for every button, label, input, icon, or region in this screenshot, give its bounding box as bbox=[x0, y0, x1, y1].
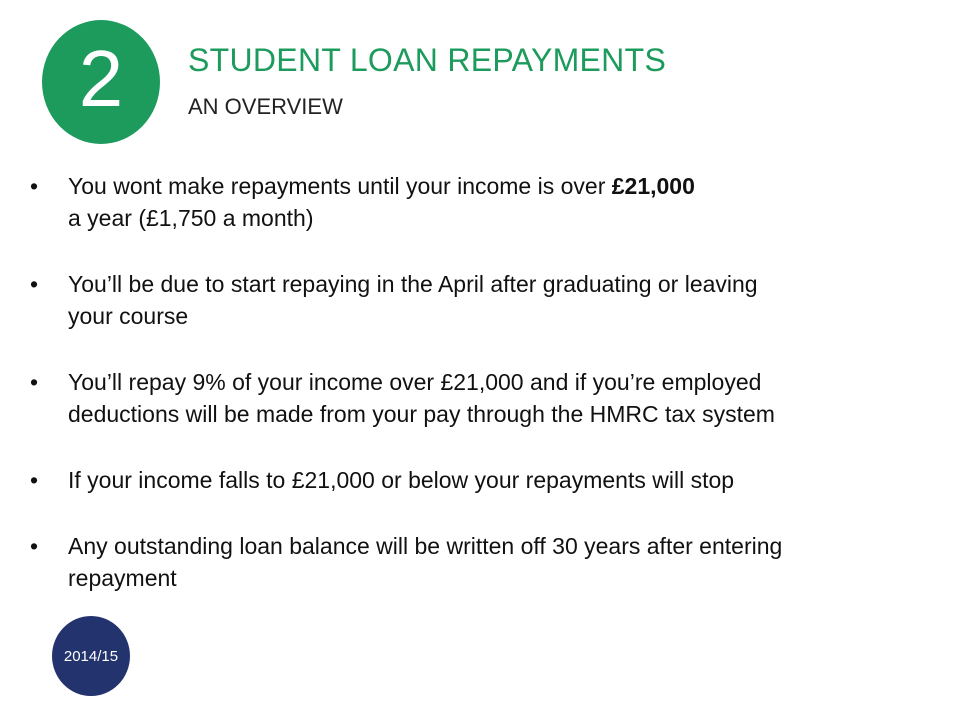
bullet-text: If your income falls to £21,000 or below your repayments will stop bbox=[68, 467, 735, 493]
bullet-dot: • bbox=[30, 173, 39, 199]
bullet-item bbox=[30, 268, 930, 332]
section-number-badge bbox=[42, 20, 160, 144]
bullet-text-prefix: You wont make repayments until your income is over bbox=[68, 173, 612, 199]
slide-title: STUDENT LOAN REPAYMENTS bbox=[188, 42, 667, 78]
year-badge bbox=[52, 616, 130, 696]
bullet-list bbox=[30, 170, 930, 628]
bullet-item bbox=[30, 530, 930, 594]
bullet-item bbox=[30, 366, 930, 430]
bullet-text bbox=[68, 170, 930, 202]
section-number: 2 bbox=[78, 34, 124, 123]
bullet-dot: • bbox=[30, 369, 39, 395]
year-badge-label: 2014/15 bbox=[63, 647, 119, 665]
bullet-text-continued: your course bbox=[68, 303, 189, 329]
bullet-text: You’ll repay 9% of your income over £21,000 and if you’re employed bbox=[68, 369, 762, 395]
bullet-text-continued: deductions will be made from your pay through the HMRC tax system bbox=[68, 401, 775, 427]
bullet-dot: • bbox=[30, 271, 39, 297]
slide-subtitle: AN OVERVIEW bbox=[188, 94, 343, 119]
bullet-text: Any outstanding loan balance will be written off 30 years after entering bbox=[68, 533, 783, 559]
bullet-dot: • bbox=[30, 467, 39, 493]
bullet-item bbox=[30, 464, 930, 496]
bullet-text-continued: a year (£1,750 a month) bbox=[68, 205, 314, 231]
bullet-dot: • bbox=[30, 533, 39, 559]
bullet-item bbox=[30, 170, 930, 234]
bullet-text: You’ll be due to start repaying in the April after graduating or leaving bbox=[68, 271, 758, 297]
bullet-text-continued: repayment bbox=[68, 565, 177, 591]
income-threshold-highlight: £21,000 bbox=[611, 173, 695, 199]
